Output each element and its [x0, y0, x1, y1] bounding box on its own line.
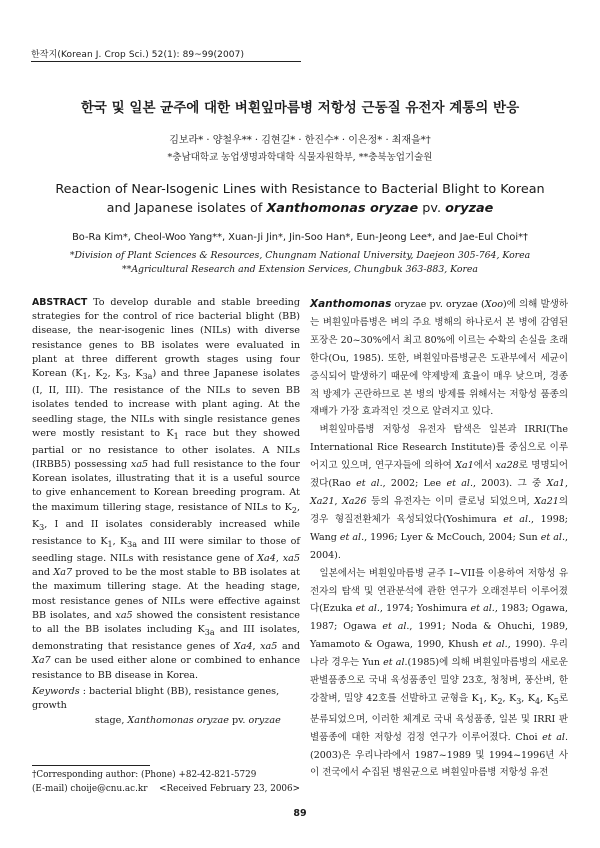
journal-citation: 한작지(Korean J. Crop Sci.) 52(1): 89~99(2007)	[31, 50, 245, 60]
affiliation-english: *Division of Plant Sciences & Resources, Chungnam National University, Daejeon 305-764, Korea **Agricultural Research and Extension Services, Chungbuk 363-883, Korea	[69, 250, 531, 275]
intro-paragraph: 벼흰잎마름병 저항성 유전자 탐색은 일본과 IRRI(The International Rice Research Institute)를 중심으로 이루어지고 있으며, 연구자들에 의하여 Xa1에서 xa28로 명명되어졌다(Rao et al., 2002; Lee et al., 2003). 그 중 Xa1, Xa21, Xa26 등의 유전자는 이미 클로닝 되었으며, Xa21의 경우 형질전환체가 육성되었다(Yoshimura et al., 1998; Wang et al., 1996; Lyer & McCouch, 2004; Sun et al., 2004).	[310, 424, 568, 561]
introduction	[310, 296, 568, 782]
affiliation-korean: *충남대학교 농업생명과학대학 식물자원학부, **충북농업기술원	[167, 152, 433, 163]
received-date: <Received February 23, 2006>	[159, 783, 300, 794]
authors-korean: 김보라* · 양철우** · 김현길* · 한진수* · 이은정* · 최재을*†	[169, 135, 431, 146]
title-english-line1: Reaction of Near-Isogenic Lines with Resistance to Bacterial Blight to Korean	[55, 182, 545, 197]
title-english-line2: and Japanese isolates of Xanthomonas oryzae pv. oryzae	[106, 201, 494, 216]
header-rule	[31, 61, 301, 62]
intro-paragraph: 일본에서는 벼흰잎마름병 균주 I~VII를 이용하여 저항성 유전자의 탐색 및 연관분석에 관한 연구가 오래전부터 이루어졌다(Ezuka et al., 1974; Yoshimura et al., 1983; Ogawa, 1987; Ogawa et al., 1991; Noda & Ohuchi, 1989, Yamamoto & Ogawa, 1990, Khush et al., 1990). 우리나라 경우는 Yun et al.(1985)에 의해 벼흰잎마름병의 새로운 판별품종으로 국내 육성품종인 밀양 23호, 청청벼, 풍산벼, 한강찰벼, 밀양 42호를 선발하고 균형을 $K_1$, $K_2$, $K_3$, $K_4$, $K_5$로 분류되었으며, 이러한 체계로 국내 육성품종, 일본 및 IRRI 판별품종에 대한 저항성 검정 연구가 이루어졌다. Choi et al.(2003)은 우리나라에서 1987~1989 및 1994~1996년 사이 전국에서 수집된 병원균으로 벼흰잎마름병 저항성 유전	[310, 567, 569, 779]
abstract: ABSTRACT To develop durable and stable breeding strategies for the control of rice bacterial blight (BB) disease, the near-isogenic lines (NILs) with diverse resistance genes to BB isolates were evaluated in plant at three different growth stages using four Korean ($K_1$, $K_2$, $K_3$, $K_{3a}$) and three Japanese isolates (I, II, III). The resistance of the NILs to seven BB isolates tended to increase with plant aging. At the seedling stage, the NILs with single resistance genes were mostly resistant to $K_1$ race but they showed partial or no resistance to other isolates. A NILs (IRBB5) possessing xa5 had full resistance to the four Korean isolates, illustrating that it is a useful source to give enhancement to Korean breeding program. At the maximum tillering stage, resistance of NILs to $K_2$, $K_3$, I and II isolates considerably increased while resistance to $K_1$, $K_{3a}$ and III were similar to those of seedling stage. NILs with resistance gene of Xa4, xa5 and Xa7 proved to be the most stable to BB isolates at the maximum tillering stage. At the heading stage, most resistance genes of NILs were effective against BB isolates, and xa5 showed the consistent resistance to all the BB isolates including $K_{3a}$ and III isolates, demonstrating that resistance genes of Xa4, xa5 and Xa7 can be used either alone or combined to enhance resistance to BB disease in Korea.	[32, 297, 301, 681]
footnote	[32, 769, 300, 796]
corresponding-author: †Corresponding author: (Phone) +82-42-821-5729	[32, 770, 257, 780]
page-number: 89	[293, 808, 307, 819]
authors-english: Bo-Ra Kim*, Cheol-Woo Yang**, Xuan-Ji Jin*, Jin-Soo Han*, Eun-Jeong Lee*, and Jae-Eul Choi*†	[72, 232, 528, 243]
footnote-rule	[32, 765, 150, 766]
keywords-label: Keywords	[32, 686, 80, 697]
intro-paragraph: Xanthomonas oryzae pv. oryzae (Xoo)에 의해 발생하는 벼흰잎마름병은 벼의 주요 병해의 하나로서 본 병에 감염된 포장은 20~30%에서 최고 80%에 이르는 수확의 손실을 초래한다(Ou, 1985). 또한, 벼흰잎마름병균은 도관부에서 세균이 증식되어 발생하기 때문에 약제방제 효율이 매우 낮으며, 경종적 방제가 곤란하므로 본 병의 방제를 위해서는 저항성 품종의 재배가 가장 효과적인 것으로 알려지고 있다.	[310, 298, 569, 418]
author-email: (E-mail) choije@cnu.ac.kr	[32, 783, 148, 794]
title-korean: 한국 및 일본 균주에 대한 벼흰잎마름병 저항성 근동질 유전자 계통의 반응	[80, 100, 520, 116]
keywords: Keywords : bacterial blight (BB), resistance genes, growth stage, Xanthomonas oryzae pv. oryzae	[32, 686, 281, 726]
abstract-label: ABSTRACT	[32, 297, 88, 308]
title-english	[0, 180, 600, 218]
